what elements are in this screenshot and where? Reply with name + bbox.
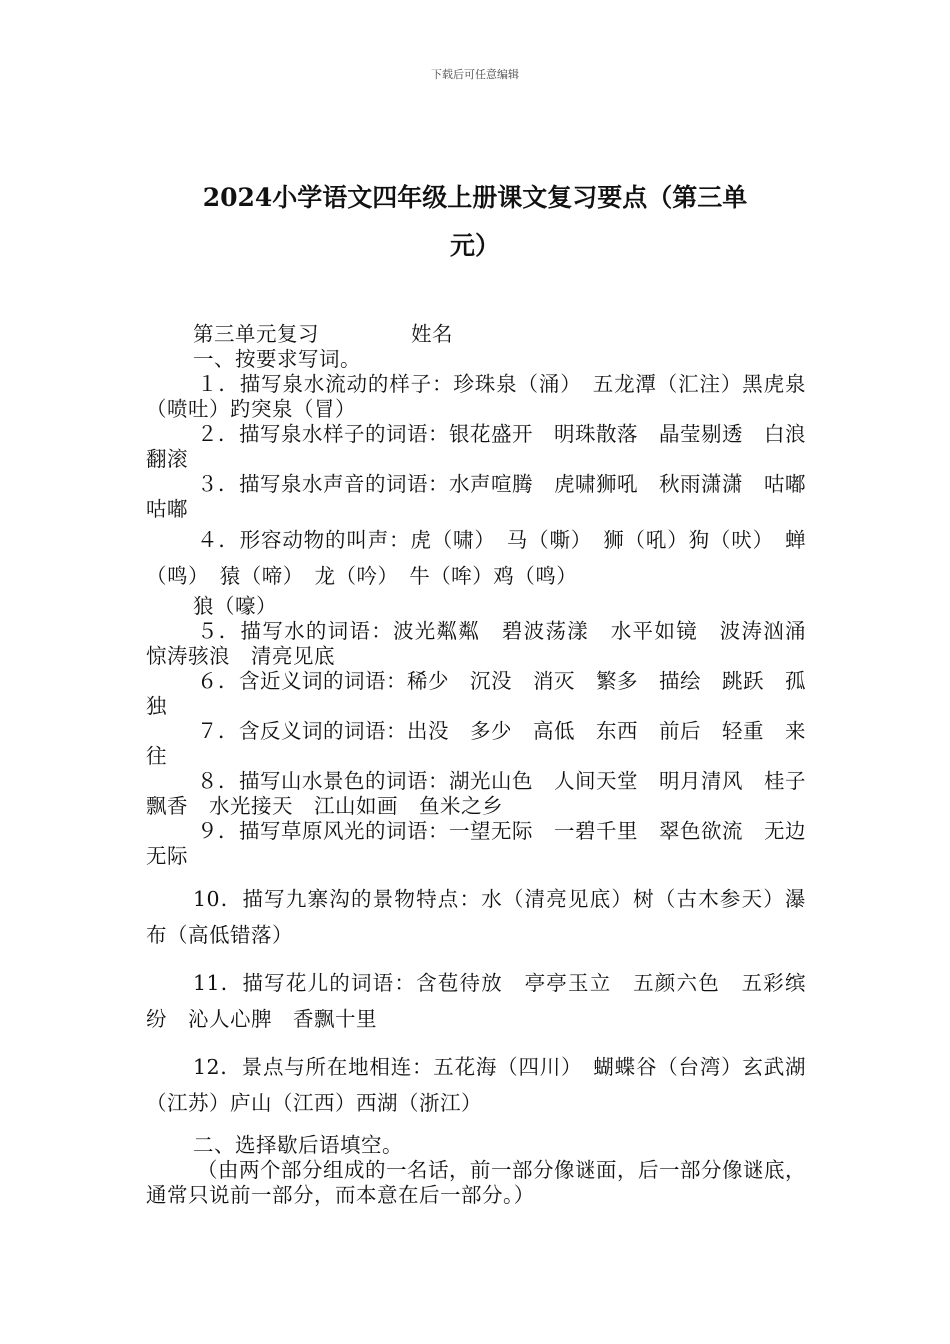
item-2: ２．描写泉水样子的词语：银花盛开 明珠散落 晶莹剔透 白浪翻滚 xyxy=(146,422,806,471)
section-heading-1: 一、按要求写词。 xyxy=(193,347,361,371)
document-body xyxy=(146,322,827,1208)
item-7: ７．含反义词的词语：出没 多少 高低 东西 前后 轻重 来往 xyxy=(146,719,806,768)
page-header-note: 下载后可任意编辑 xyxy=(431,68,519,81)
item-4-continued: 狼（嚎） xyxy=(193,594,277,618)
document-title-line-1: 2024小学语文四年级上册课文复习要点（第三单 xyxy=(202,183,748,212)
item-1: １．描写泉水流动的样子：珍珠泉（涌） 五龙潭（汇注）黑虎泉（喷吐）趵突泉（冒） xyxy=(146,372,806,421)
item-11: 11．描写花儿的词语：含苞待放 亭亭玉立 五颜六色 五彩缤纷 沁人心脾 香飘十里 xyxy=(146,971,806,1031)
item-4: ４．形容动物的叫声：虎（啸） 马（嘶） 狮（吼）狗（吠） 蝉（鸣） 猿（啼） 龙（吟） 牛（哞）鸡（鸣） xyxy=(146,528,806,588)
item-6: ６．含近义词的词语：稀少 沉没 消灭 繁多 描绘 跳跃 孤独 xyxy=(146,669,806,718)
name-label: 姓名 xyxy=(411,322,453,346)
unit-review-label: 第三单元复习 xyxy=(193,322,319,346)
item-8: ８．描写山水景色的词语：湖光山色 人间天堂 明月清风 桂子飘香 水光接天 江山如画 鱼米之乡 xyxy=(146,769,806,818)
intro-line xyxy=(146,322,806,347)
document-title-line-2: 元） xyxy=(449,231,500,260)
item-12: 12．景点与所在地相连：五花海（四川） 蝴蝶谷（台湾）玄武湖（江苏）庐山（江西）西湖（浙江） xyxy=(146,1055,806,1115)
item-10: 10．描写九寨沟的景物特点：水（清亮见底）树（古木参天）瀑布（高低错落） xyxy=(146,887,806,947)
item-5: ５．描写水的词语：波光粼粼 碧波荡漾 水平如镜 波涛汹涌 惊涛骇浪 清亮见底 xyxy=(146,619,827,668)
item-9: ９．描写草原风光的词语：一望无际 一碧千里 翠色欲流 无边无际 xyxy=(146,819,806,868)
section-heading-2: 二、选择歇后语填空。 xyxy=(193,1133,403,1157)
item-3: ３．描写泉水声音的词语：水声喧腾 虎啸狮吼 秋雨潇潇 咕嘟咕嘟 xyxy=(146,472,806,521)
section-2-note: （由两个部分组成的一名话，前一部分像谜面，后一部分像谜底，通常只说前一部分，而本意在后一部分。） xyxy=(146,1158,806,1207)
